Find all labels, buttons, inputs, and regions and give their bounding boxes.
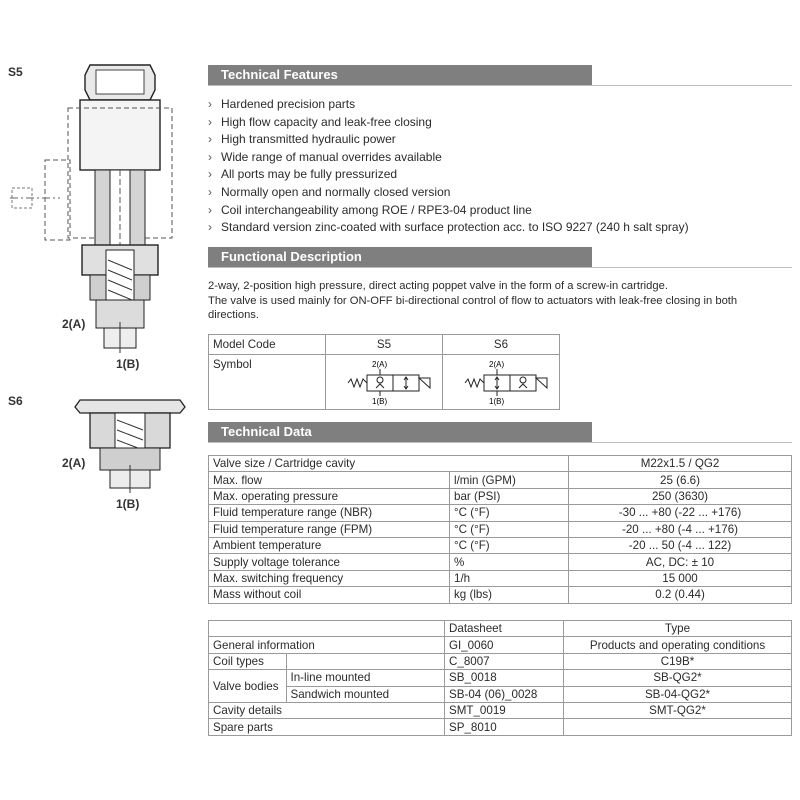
s5-label: S5 [8,65,23,79]
technical-data-table [208,455,792,604]
model-s5-header: S5 [326,335,443,355]
references-table [208,620,792,736]
feature-item: › All ports may be fully pressurized [208,167,398,182]
s6-valve-drawing [70,395,190,495]
s5-valve-drawing [0,60,180,355]
table-row: Max. switching frequency 1/h 15 000 [209,570,792,586]
section-header-functional: Functional Description [208,247,592,268]
section-header-features: Technical Features [208,65,592,86]
feature-item: › Standard version zinc-coated with surface protection acc. to ISO 9227 (240 h salt spray) [208,220,689,235]
table-row: Fluid temperature range (NBR) °C (°F) -30 ... +80 (-22 ... +176) [209,505,792,521]
model-code-header: Model Code [209,335,326,355]
feature-item: › Wide range of manual overrides available [208,149,442,164]
feature-item: › Coil interchangeability among ROE / RPE3-04 product line [208,202,532,217]
table-row: Max. operating pressure bar (PSI) 250 (3630) [209,488,792,504]
table-row: Valve size / Cartridge cavity M22x1.5 / QG2 [209,456,792,472]
features-list [208,96,689,237]
table-row: Max. flow l/min (GPM) 25 (6.6) [209,472,792,488]
feature-item: › High transmitted hydraulic power [208,132,396,147]
table-row: Datasheet Type [209,621,792,637]
svg-text:2(A): 2(A) [372,360,388,369]
table-row: Spare parts SP_8010 [209,719,792,735]
table-row: Ambient temperature °C (°F) -20 ... 50 (-4 ... 122) [209,537,792,553]
table-row: Cavity details SMT_0019 SMT-QG2* [209,702,792,718]
feature-item: › Normally open and normally closed version [208,184,451,199]
s6-hydraulic-symbol-icon [451,358,551,406]
symbol-label: Symbol [209,355,326,410]
table-row: Coil types C_8007 C19B* [209,653,792,669]
table-row: General information GI_0060 Products and operating conditions [209,637,792,653]
symbol-s5 [326,355,443,410]
functional-description: 2-way, 2-position high pressure, direct acting poppet valve in the form of a screw-in cartridge. The valve is used mainly for ON-OFF bi-directional control of flow to actuators with leak-free closing in both directions. [208,280,738,322]
section-divider [592,85,792,86]
s5-port-b-label: 1(B) [116,357,140,371]
svg-text:1(B): 1(B) [489,397,505,406]
table-row: Fluid temperature range (FPM) °C (°F) -20 ... +80 (-4 ... +176) [209,521,792,537]
section-divider [592,442,792,443]
section-divider [592,267,792,268]
s6-label: S6 [8,394,23,408]
feature-item: › High flow capacity and leak-free closing [208,114,432,129]
symbol-s6 [443,355,560,410]
feature-item: › Hardened precision parts [208,97,356,111]
model-code-table [208,334,560,410]
table-row: Mass without coil kg (lbs) 0.2 (0.44) [209,587,792,603]
svg-text:2(A): 2(A) [489,360,505,369]
s6-port-a-label: 2(A) [62,456,86,470]
svg-text:1(B): 1(B) [372,397,388,406]
s5-hydraulic-symbol-icon [334,358,434,406]
table-row: Valve bodies In-line mounted SB_0018 SB-QG2* [209,670,792,686]
model-s6-header: S6 [443,335,560,355]
s6-port-b-label: 1(B) [116,497,140,511]
table-row: Sandwich mounted SB-04 (06)_0028 SB-04-QG2* [209,686,792,702]
s5-port-a-label: 2(A) [62,317,86,331]
table-row: Supply voltage tolerance % AC, DC: ± 10 [209,554,792,570]
section-header-data: Technical Data [208,422,592,443]
